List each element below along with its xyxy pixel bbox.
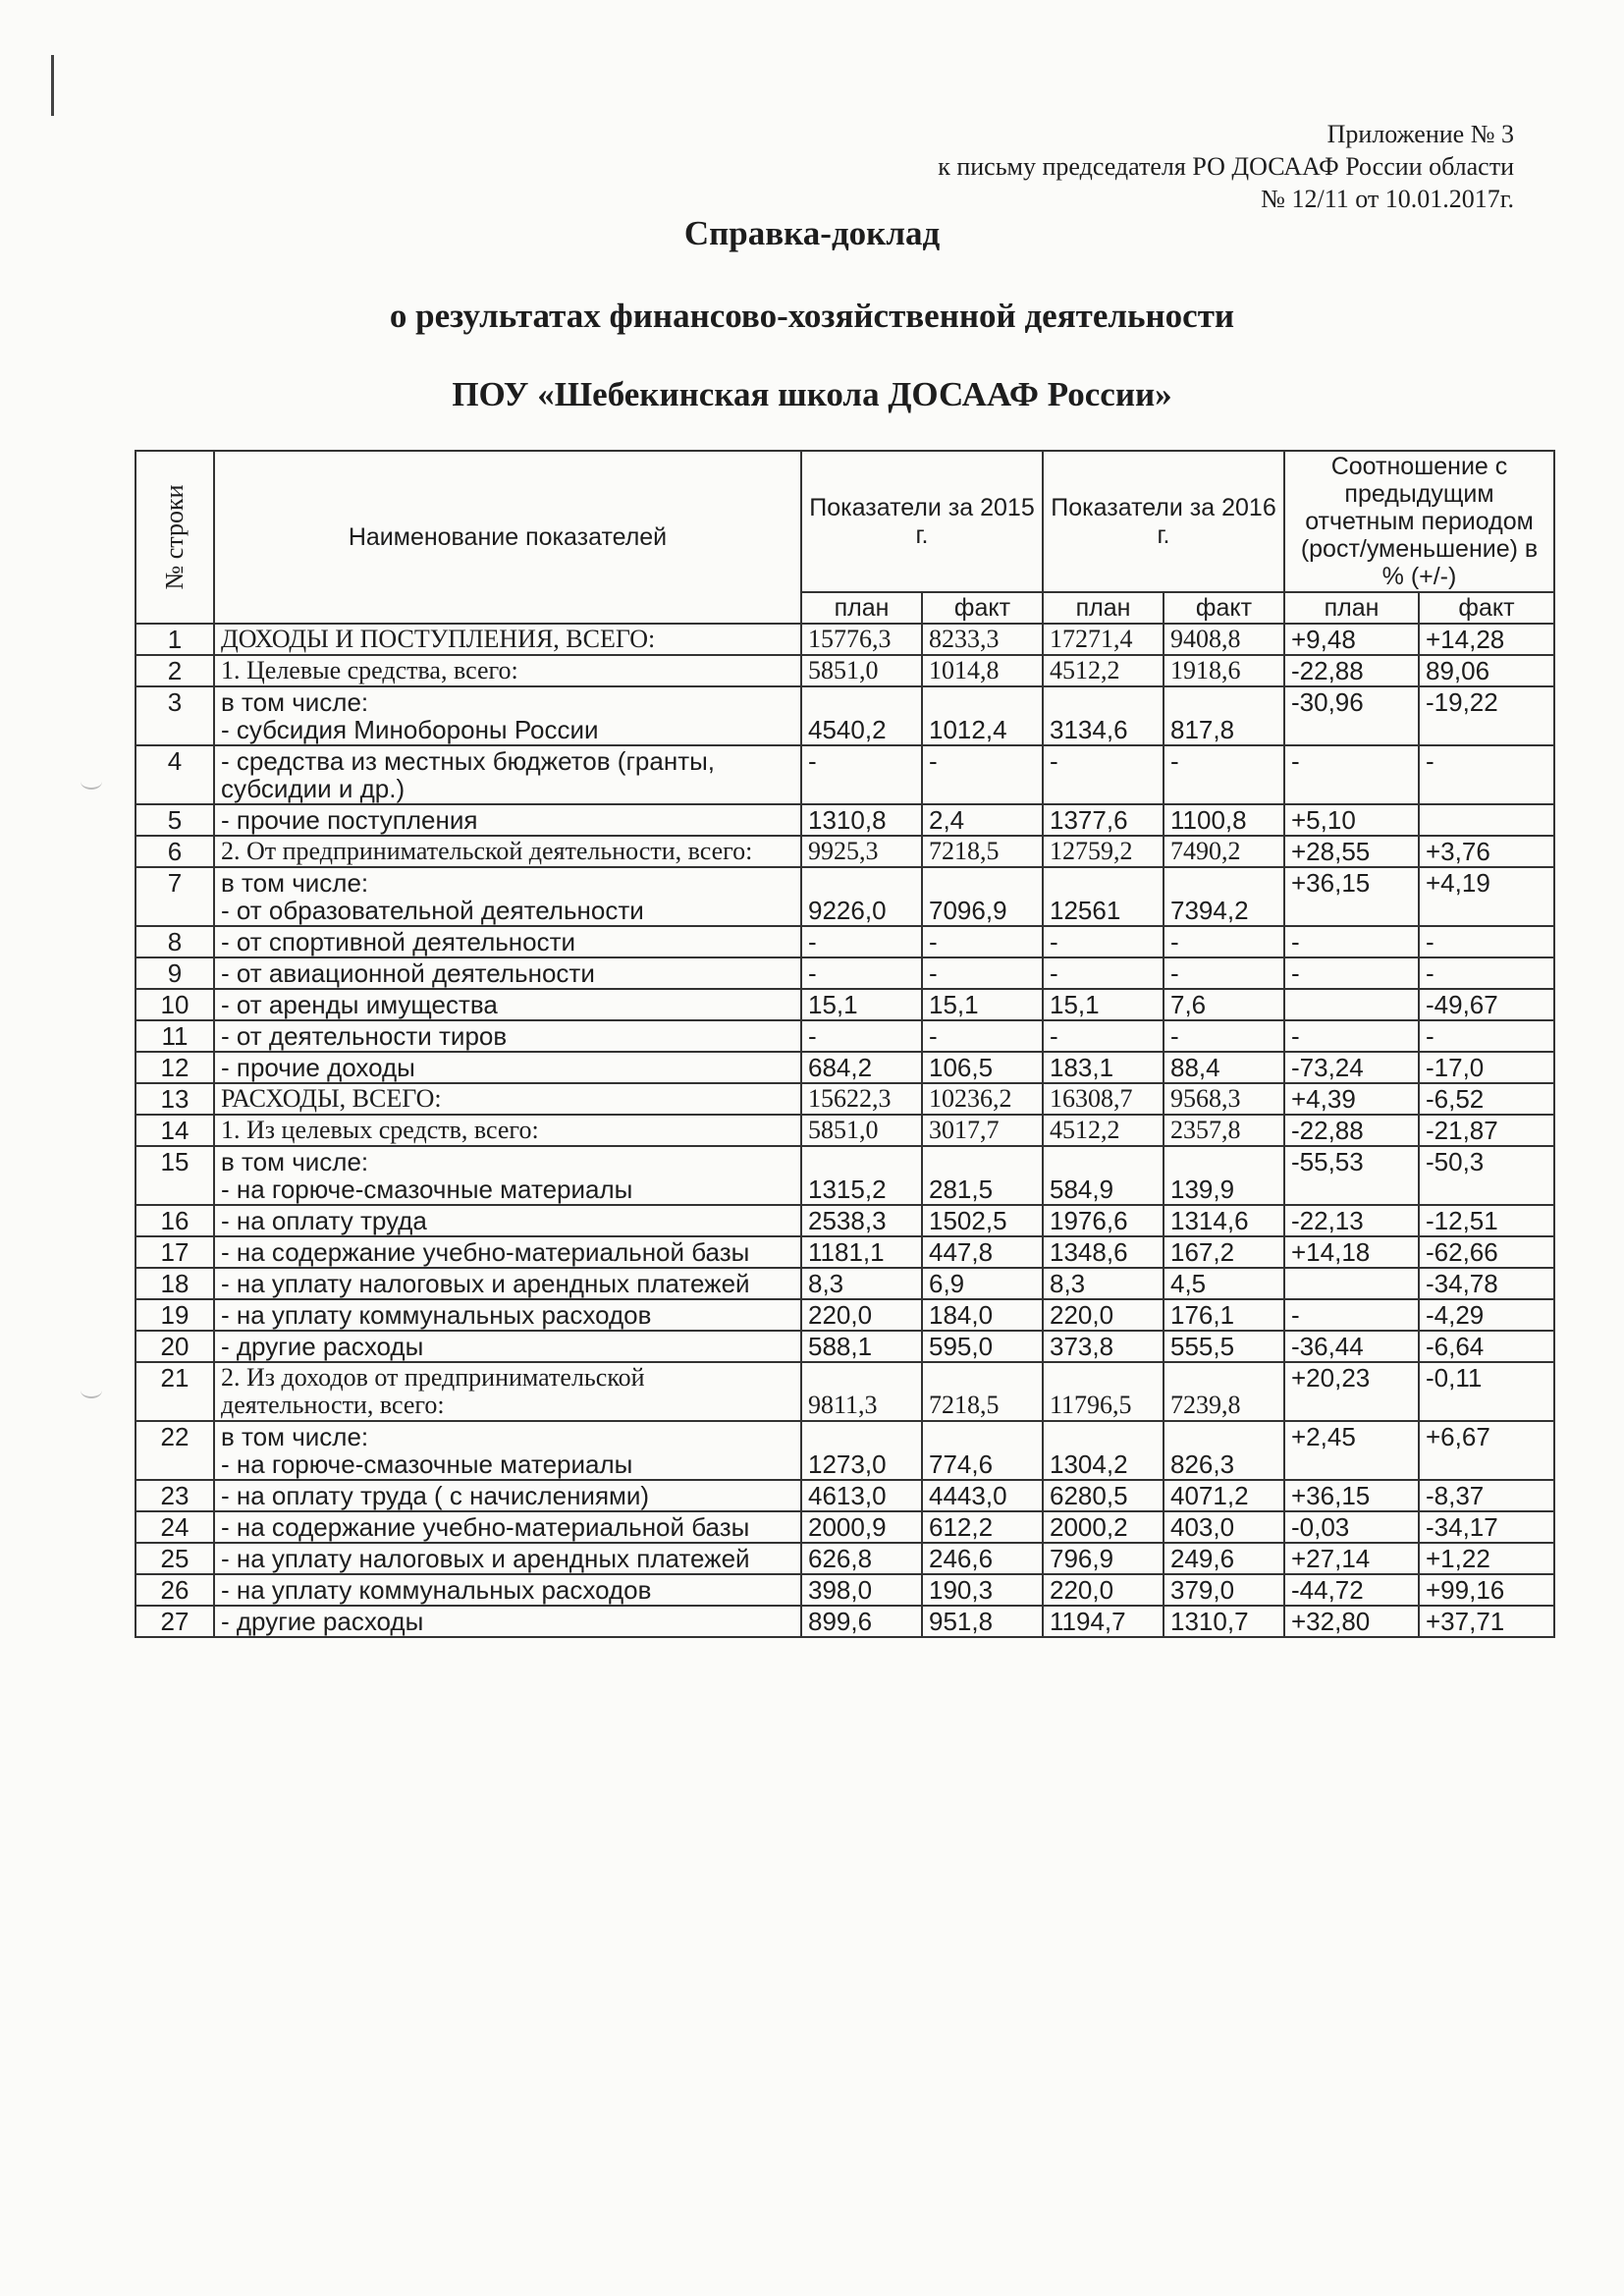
plan-2015-cell: 8,3: [801, 1268, 922, 1299]
fact-2016-cell: 1314,6: [1164, 1205, 1284, 1236]
ratio-plan-cell: -: [1284, 1020, 1419, 1052]
ratio-plan-cell: -44,72: [1284, 1574, 1419, 1606]
plan-2015-cell: 220,0: [801, 1299, 922, 1331]
indicator-name: - от аренды имущества: [221, 990, 498, 1019]
row-number-cell: 15: [135, 1146, 214, 1205]
plan-2015-cell: 4613,0: [801, 1480, 922, 1511]
table-row: [135, 624, 1554, 655]
plan-2016-cell: 373,8: [1043, 1331, 1164, 1362]
ratio-plan-cell: -22,88: [1284, 1115, 1419, 1146]
table-row: [135, 1020, 1554, 1052]
row-number-cell: 21: [135, 1362, 214, 1421]
ratio-fact-cell: +1,22: [1419, 1543, 1554, 1574]
ratio-plan-cell: [1284, 989, 1419, 1020]
indicator-name: - на уплату налоговых и арендных платежей: [221, 1269, 750, 1298]
plan-2016-cell: -: [1043, 957, 1164, 989]
row-number-cell: 12: [135, 1052, 214, 1083]
row-number-cell: 16: [135, 1205, 214, 1236]
ratio-fact-cell: -62,66: [1419, 1236, 1554, 1268]
ratio-plan-cell: -22,13: [1284, 1205, 1419, 1236]
ratio-fact-cell: -0,11: [1419, 1362, 1554, 1421]
indicator-name: - на горюче-смазочные материалы: [221, 1449, 633, 1479]
indicator-name: - прочие доходы: [221, 1053, 415, 1082]
plan-2015-cell: 5851,0: [801, 655, 922, 686]
plan-2016-cell: 1194,7: [1043, 1606, 1164, 1637]
fact-2016-cell: 167,2: [1164, 1236, 1284, 1268]
plan-2015-cell: 2000,9: [801, 1511, 922, 1543]
table-row: [135, 1606, 1554, 1637]
organization-name: ПОУ «Шебекинская школа ДОСААФ России»: [452, 375, 1172, 413]
fact-2015-cell: 184,0: [922, 1299, 1043, 1331]
fact-2015-cell: 15,1: [922, 989, 1043, 1020]
indicator-name: 2. Из доходов от предпринимательской деятельности, всего:: [221, 1363, 645, 1419]
fact-2015-cell: 7096,9: [922, 867, 1043, 926]
fact-2015-cell: -: [922, 1020, 1043, 1052]
table-row: [135, 1146, 1554, 1205]
indicator-name-cell: [214, 1115, 801, 1146]
table-row: [135, 1299, 1554, 1331]
table-row: [135, 1331, 1554, 1362]
row-number-cell: 1: [135, 624, 214, 655]
ratio-fact-cell: -12,51: [1419, 1205, 1554, 1236]
header-fact: факт: [1419, 592, 1554, 624]
fact-2016-cell: -: [1164, 926, 1284, 957]
plan-2016-cell: 584,9: [1043, 1146, 1164, 1205]
ratio-plan-cell: -: [1284, 745, 1419, 804]
row-number-cell: 13: [135, 1083, 214, 1115]
indicator-name: - на оплату труда ( с начислениями): [221, 1481, 650, 1510]
indicator-name: - от деятельности тиров: [221, 1021, 508, 1051]
fact-2015-cell: 10236,2: [922, 1083, 1043, 1115]
ratio-plan-cell: -0,03: [1284, 1511, 1419, 1543]
plan-2016-cell: 17271,4: [1043, 624, 1164, 655]
plan-2015-cell: 588,1: [801, 1331, 922, 1362]
ratio-plan-cell: -: [1284, 1299, 1419, 1331]
ratio-fact-cell: -4,29: [1419, 1299, 1554, 1331]
fact-2015-cell: 3017,7: [922, 1115, 1043, 1146]
fact-2015-cell: 7218,5: [922, 836, 1043, 867]
indicator-name-cell: [214, 1236, 801, 1268]
table-row: [135, 836, 1554, 867]
table-row: [135, 1362, 1554, 1421]
plan-2015-cell: 684,2: [801, 1052, 922, 1083]
plan-2015-cell: 9811,3: [801, 1362, 922, 1421]
plan-2015-cell: 1273,0: [801, 1421, 922, 1480]
plan-2015-cell: 4540,2: [801, 686, 922, 745]
row-number-cell: 7: [135, 867, 214, 926]
ratio-fact-cell: +14,28: [1419, 624, 1554, 655]
ratio-fact-cell: -19,22: [1419, 686, 1554, 745]
fact-2016-cell: 1918,6: [1164, 655, 1284, 686]
ratio-fact-cell: -34,17: [1419, 1511, 1554, 1543]
fact-2015-cell: 447,8: [922, 1236, 1043, 1268]
fact-2016-cell: 555,5: [1164, 1331, 1284, 1362]
ratio-plan-cell: +5,10: [1284, 804, 1419, 836]
fact-2016-cell: 249,6: [1164, 1543, 1284, 1574]
ratio-fact-cell: +6,67: [1419, 1421, 1554, 1480]
punch-hole-mark: [81, 1383, 102, 1398]
fact-2015-cell: 6,9: [922, 1268, 1043, 1299]
row-number-cell: 25: [135, 1543, 214, 1574]
indicator-name: - средства из местных бюджетов (гранты, субсидии и др.): [221, 746, 716, 803]
plan-2015-cell: -: [801, 1020, 922, 1052]
fact-2016-cell: 7239,8: [1164, 1362, 1284, 1421]
plan-2015-cell: -: [801, 745, 922, 804]
ratio-plan-cell: +14,18: [1284, 1236, 1419, 1268]
table-row: [135, 867, 1554, 926]
indicator-name: - на уплату коммунальных расходов: [221, 1575, 652, 1605]
ratio-plan-cell: -36,44: [1284, 1331, 1419, 1362]
plan-2015-cell: 15,1: [801, 989, 922, 1020]
fact-2016-cell: 139,9: [1164, 1146, 1284, 1205]
table-row: [135, 989, 1554, 1020]
fact-2015-cell: 774,6: [922, 1421, 1043, 1480]
fact-2016-cell: -: [1164, 957, 1284, 989]
plan-2016-cell: -: [1043, 745, 1164, 804]
plan-2015-cell: 626,8: [801, 1543, 922, 1574]
margin-mark: [51, 55, 54, 116]
row-number-cell: 22: [135, 1421, 214, 1480]
indicator-name-cell: [214, 1052, 801, 1083]
plan-2015-cell: 2538,3: [801, 1205, 922, 1236]
ratio-fact-cell: 89,06: [1419, 655, 1554, 686]
header-ratio: Соотношение с предыдущим отчетным периодом (рост/уменьшение) в % (+/-): [1284, 451, 1554, 592]
fact-2015-cell: 281,5: [922, 1146, 1043, 1205]
row-number-cell: 14: [135, 1115, 214, 1146]
indicator-name: РАСХОДЫ, ВСЕГО:: [221, 1084, 442, 1113]
ratio-fact-cell: -50,3: [1419, 1146, 1554, 1205]
ratio-fact-cell: [1419, 804, 1554, 836]
fact-2016-cell: 7,6: [1164, 989, 1284, 1020]
indicator-name: - субсидия Минобороны России: [221, 715, 599, 744]
ratio-fact-cell: -8,37: [1419, 1480, 1554, 1511]
indicator-name-cell: [214, 745, 801, 804]
fact-2015-cell: 2,4: [922, 804, 1043, 836]
plan-2016-cell: 183,1: [1043, 1052, 1164, 1083]
indicator-name-cell: [214, 1421, 801, 1480]
fact-2016-cell: -: [1164, 745, 1284, 804]
header-2015: Показатели за 2015 г.: [801, 451, 1043, 592]
plan-2015-cell: 1315,2: [801, 1146, 922, 1205]
plan-2015-cell: 9226,0: [801, 867, 922, 926]
fact-2015-cell: 8233,3: [922, 624, 1043, 655]
fact-2015-cell: 190,3: [922, 1574, 1043, 1606]
indicator-name: - на оплату труда: [221, 1206, 427, 1235]
plan-2015-cell: 15776,3: [801, 624, 922, 655]
table-row: [135, 1052, 1554, 1083]
fact-2016-cell: 4071,2: [1164, 1480, 1284, 1511]
table-row: [135, 1480, 1554, 1511]
header-row-number: № строки: [135, 451, 214, 624]
plan-2016-cell: 1348,6: [1043, 1236, 1164, 1268]
ratio-fact-cell: +99,16: [1419, 1574, 1554, 1606]
plan-2016-cell: 15,1: [1043, 989, 1164, 1020]
ratio-fact-cell: +4,19: [1419, 867, 1554, 926]
row-number-cell: 18: [135, 1268, 214, 1299]
plan-2016-cell: 1976,6: [1043, 1205, 1164, 1236]
ratio-plan-cell: +32,80: [1284, 1606, 1419, 1637]
table-row: [135, 1115, 1554, 1146]
indicator-name-cell: [214, 926, 801, 957]
fact-2015-cell: 951,8: [922, 1606, 1043, 1637]
indicator-name-cell: [214, 1606, 801, 1637]
header-indicator-name: Наименование показателей: [214, 451, 801, 624]
plan-2016-cell: 1377,6: [1043, 804, 1164, 836]
row-number-cell: 9: [135, 957, 214, 989]
ratio-plan-cell: +20,23: [1284, 1362, 1419, 1421]
fact-2015-cell: -: [922, 957, 1043, 989]
indicator-name: - на содержание учебно-материальной базы: [221, 1512, 750, 1542]
ratio-fact-cell: -21,87: [1419, 1115, 1554, 1146]
indicator-name-cell: [214, 1331, 801, 1362]
document-title: Справка-доклад: [683, 214, 941, 252]
punch-hole-mark: [81, 774, 102, 790]
row-number-cell: 24: [135, 1511, 214, 1543]
ratio-plan-cell: +27,14: [1284, 1543, 1419, 1574]
indicator-name: - от образовательной деятельности: [221, 896, 644, 925]
indicator-name-cell: [214, 989, 801, 1020]
indicator-name: - прочие поступления: [221, 805, 478, 835]
header-2016: Показатели за 2016 г.: [1043, 451, 1284, 592]
indicator-name-cell: [214, 957, 801, 989]
appendix-line: Приложение № 3: [1326, 120, 1514, 148]
ratio-fact-cell: -49,67: [1419, 989, 1554, 1020]
ratio-fact-cell: -: [1419, 1020, 1554, 1052]
plan-2016-cell: 796,9: [1043, 1543, 1164, 1574]
plan-2016-cell: -: [1043, 1020, 1164, 1052]
indicator-name-cell: [214, 1146, 801, 1205]
indicator-name: 1. Целевые средства, всего:: [221, 656, 518, 684]
ratio-fact-cell: -17,0: [1419, 1052, 1554, 1083]
fact-2016-cell: 2357,8: [1164, 1115, 1284, 1146]
document-subtitle: о результатах финансово-хозяйственной деятельности: [389, 297, 1235, 335]
indicator-name-cell: [214, 1020, 801, 1052]
row-number-cell: 10: [135, 989, 214, 1020]
indicator-name: - от спортивной деятельности: [221, 927, 576, 957]
plan-2016-cell: 12561: [1043, 867, 1164, 926]
indicator-name-cell: [214, 1511, 801, 1543]
fact-2016-cell: 1100,8: [1164, 804, 1284, 836]
table-row: [135, 1205, 1554, 1236]
indicator-name-cell: [214, 804, 801, 836]
ratio-fact-cell: -: [1419, 745, 1554, 804]
fact-2016-cell: 7394,2: [1164, 867, 1284, 926]
ratio-plan-cell: -73,24: [1284, 1052, 1419, 1083]
ratio-plan-cell: +28,55: [1284, 836, 1419, 867]
indicator-name: - другие расходы: [221, 1332, 424, 1361]
ratio-fact-cell: -6,64: [1419, 1331, 1554, 1362]
fact-2016-cell: 817,8: [1164, 686, 1284, 745]
row-number-cell: 4: [135, 745, 214, 804]
fact-2015-cell: 7218,5: [922, 1362, 1043, 1421]
plan-2016-cell: 11796,5: [1043, 1362, 1164, 1421]
indicator-prefix: в том числе:: [221, 687, 369, 717]
appendix-line: к письму председателя РО ДОСААФ России области: [938, 152, 1514, 181]
indicator-name-cell: [214, 1299, 801, 1331]
ratio-fact-cell: +37,71: [1419, 1606, 1554, 1637]
fact-2016-cell: 403,0: [1164, 1511, 1284, 1543]
fact-2015-cell: 1014,8: [922, 655, 1043, 686]
ratio-plan-cell: -: [1284, 957, 1419, 989]
table-row: [135, 655, 1554, 686]
fact-2016-cell: 9408,8: [1164, 624, 1284, 655]
plan-2016-cell: 1304,2: [1043, 1421, 1164, 1480]
ratio-plan-cell: -30,96: [1284, 686, 1419, 745]
plan-2015-cell: 899,6: [801, 1606, 922, 1637]
row-number-cell: 6: [135, 836, 214, 867]
header-fact: факт: [922, 592, 1043, 624]
plan-2015-cell: 9925,3: [801, 836, 922, 867]
fact-2015-cell: 1502,5: [922, 1205, 1043, 1236]
indicator-name: - на уплату коммунальных расходов: [221, 1300, 652, 1330]
indicator-name-cell: [214, 867, 801, 926]
table-row: [135, 1268, 1554, 1299]
indicator-name-cell: [214, 655, 801, 686]
plan-2016-cell: -: [1043, 926, 1164, 957]
ratio-plan-cell: +9,48: [1284, 624, 1419, 655]
plan-2016-cell: 16308,7: [1043, 1083, 1164, 1115]
indicator-prefix: в том числе:: [221, 1422, 369, 1451]
ratio-plan-cell: -55,53: [1284, 1146, 1419, 1205]
ratio-fact-cell: -: [1419, 957, 1554, 989]
indicator-name-cell: [214, 1574, 801, 1606]
plan-2015-cell: -: [801, 957, 922, 989]
fact-2015-cell: 612,2: [922, 1511, 1043, 1543]
indicator-name-cell: [214, 1543, 801, 1574]
indicator-name-cell: [214, 686, 801, 745]
fact-2015-cell: 106,5: [922, 1052, 1043, 1083]
plan-2015-cell: 1181,1: [801, 1236, 922, 1268]
table-row: [135, 926, 1554, 957]
plan-2015-cell: -: [801, 926, 922, 957]
table-row: [135, 1511, 1554, 1543]
plan-2015-cell: 398,0: [801, 1574, 922, 1606]
indicator-name-cell: [214, 624, 801, 655]
ratio-plan-cell: -22,88: [1284, 655, 1419, 686]
fact-2015-cell: 246,6: [922, 1543, 1043, 1574]
indicator-name: - на горюче-смазочные материалы: [221, 1175, 633, 1204]
table-row: [135, 804, 1554, 836]
indicator-name: - на уплату налоговых и арендных платежей: [221, 1544, 750, 1573]
fact-2015-cell: 4443,0: [922, 1480, 1043, 1511]
header-plan: план: [1284, 592, 1419, 624]
ratio-fact-cell: -: [1419, 926, 1554, 957]
ratio-fact-cell: -34,78: [1419, 1268, 1554, 1299]
row-number-cell: 5: [135, 804, 214, 836]
row-number-cell: 11: [135, 1020, 214, 1052]
row-number-cell: 19: [135, 1299, 214, 1331]
plan-2015-cell: 5851,0: [801, 1115, 922, 1146]
ratio-plan-cell: +4,39: [1284, 1083, 1419, 1115]
plan-2016-cell: 220,0: [1043, 1574, 1164, 1606]
plan-2016-cell: 6280,5: [1043, 1480, 1164, 1511]
table-row: [135, 745, 1554, 804]
fact-2015-cell: 1012,4: [922, 686, 1043, 745]
ratio-plan-cell: +2,45: [1284, 1421, 1419, 1480]
fact-2016-cell: 88,4: [1164, 1052, 1284, 1083]
header-plan: план: [801, 592, 922, 624]
fact-2016-cell: 176,1: [1164, 1299, 1284, 1331]
header-fact: факт: [1164, 592, 1284, 624]
row-number-cell: 27: [135, 1606, 214, 1637]
fact-2016-cell: 7490,2: [1164, 836, 1284, 867]
indicator-name: - от авиационной деятельности: [221, 958, 595, 988]
ratio-plan-cell: -: [1284, 926, 1419, 957]
fact-2016-cell: 4,5: [1164, 1268, 1284, 1299]
plan-2016-cell: 3134,6: [1043, 686, 1164, 745]
table-row: [135, 1574, 1554, 1606]
table-header: [135, 451, 1554, 624]
fact-2015-cell: -: [922, 926, 1043, 957]
appendix-line: № 12/11 от 10.01.2017г.: [1261, 185, 1514, 213]
fact-2016-cell: 379,0: [1164, 1574, 1284, 1606]
plan-2015-cell: 15622,3: [801, 1083, 922, 1115]
indicator-name-cell: [214, 836, 801, 867]
row-number-cell: 23: [135, 1480, 214, 1511]
header-plan: план: [1043, 592, 1164, 624]
financial-report-table: [135, 450, 1555, 1638]
ratio-fact-cell: +3,76: [1419, 836, 1554, 867]
table-row: [135, 1083, 1554, 1115]
table-row: [135, 1236, 1554, 1268]
plan-2016-cell: 4512,2: [1043, 1115, 1164, 1146]
indicator-name: - на содержание учебно-материальной базы: [221, 1237, 750, 1267]
fact-2015-cell: 595,0: [922, 1331, 1043, 1362]
plan-2016-cell: 2000,2: [1043, 1511, 1164, 1543]
row-number-cell: 8: [135, 926, 214, 957]
table-row: [135, 1421, 1554, 1480]
fact-2016-cell: 9568,3: [1164, 1083, 1284, 1115]
plan-2016-cell: 8,3: [1043, 1268, 1164, 1299]
row-number-cell: 17: [135, 1236, 214, 1268]
indicator-name: 2. От предпринимательской деятельности, всего:: [221, 837, 753, 865]
fact-2016-cell: 1310,7: [1164, 1606, 1284, 1637]
plan-2016-cell: 12759,2: [1043, 836, 1164, 867]
table-body: [135, 624, 1554, 1637]
fact-2016-cell: -: [1164, 1020, 1284, 1052]
plan-2015-cell: 1310,8: [801, 804, 922, 836]
indicator-prefix: в том числе:: [221, 868, 369, 898]
plan-2016-cell: 220,0: [1043, 1299, 1164, 1331]
indicator-name-cell: [214, 1480, 801, 1511]
row-number-cell: 26: [135, 1574, 214, 1606]
table-row: [135, 957, 1554, 989]
fact-2016-cell: 826,3: [1164, 1421, 1284, 1480]
ratio-plan-cell: +36,15: [1284, 867, 1419, 926]
ratio-plan-cell: [1284, 1268, 1419, 1299]
indicator-name: - другие расходы: [221, 1607, 424, 1636]
indicator-name-cell: [214, 1268, 801, 1299]
row-number-cell: 3: [135, 686, 214, 745]
row-number-cell: 20: [135, 1331, 214, 1362]
table-row: [135, 686, 1554, 745]
ratio-plan-cell: +36,15: [1284, 1480, 1419, 1511]
plan-2016-cell: 4512,2: [1043, 655, 1164, 686]
row-number-cell: 2: [135, 655, 214, 686]
indicator-name-cell: [214, 1362, 801, 1421]
appendix-note: [938, 118, 1514, 215]
indicator-name-cell: [214, 1205, 801, 1236]
indicator-name: 1. Из целевых средств, всего:: [221, 1116, 539, 1144]
indicator-prefix: в том числе:: [221, 1147, 369, 1176]
ratio-fact-cell: -6,52: [1419, 1083, 1554, 1115]
indicator-name-cell: [214, 1083, 801, 1115]
indicator-name: ДОХОДЫ И ПОСТУПЛЕНИЯ, ВСЕГО:: [221, 625, 656, 653]
fact-2015-cell: -: [922, 745, 1043, 804]
table-row: [135, 1543, 1554, 1574]
